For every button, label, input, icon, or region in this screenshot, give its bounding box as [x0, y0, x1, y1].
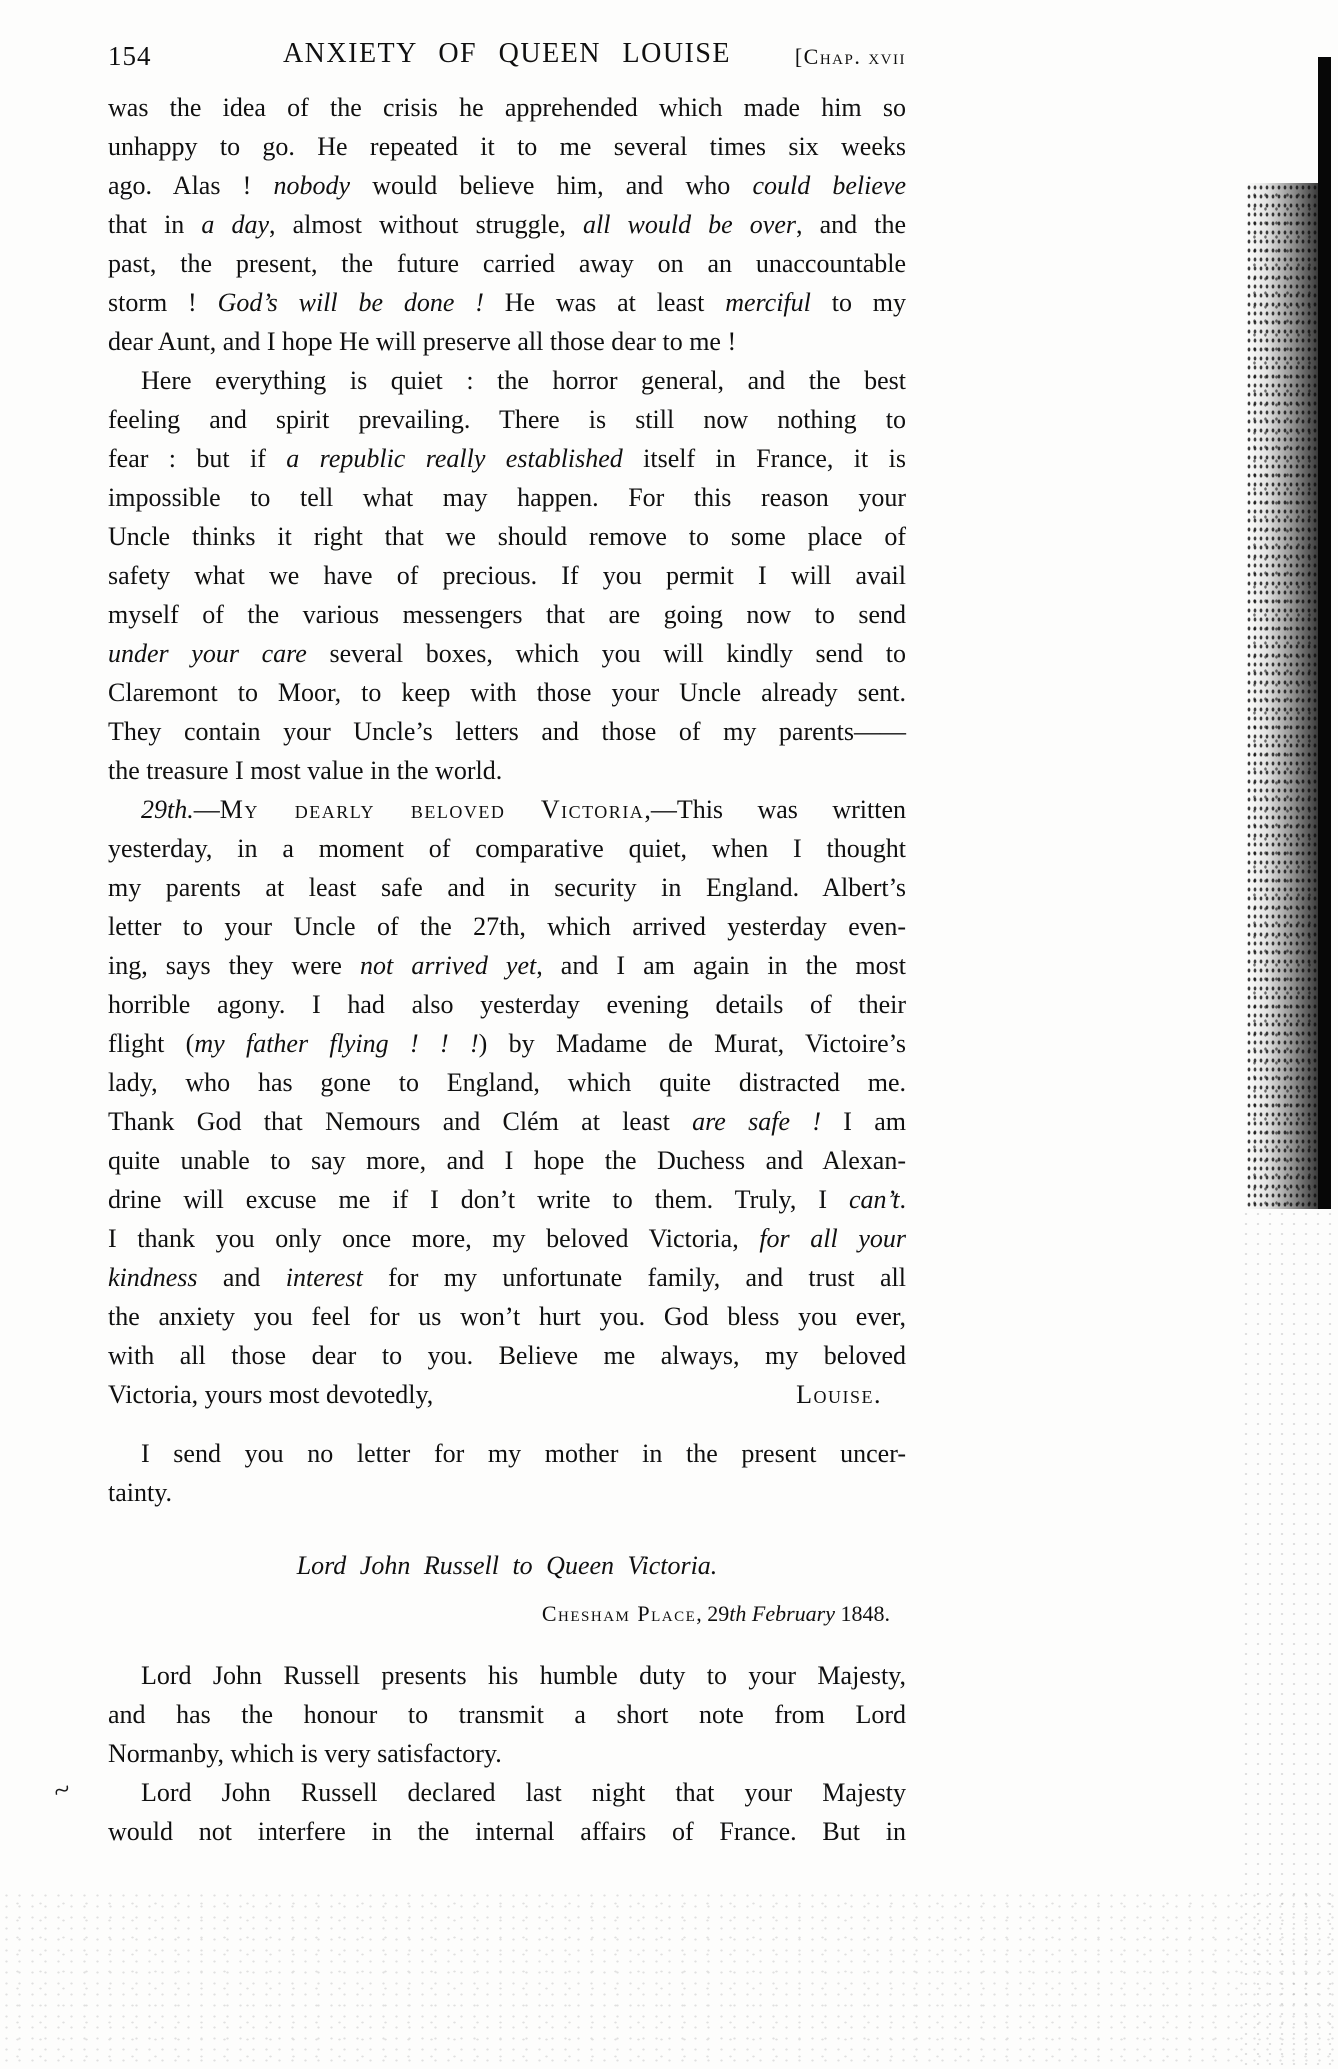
text-line: would not interfere in the internal affairs of France. But in: [108, 1817, 906, 1846]
text-line: flight (my father flying ! ! !) by Madame de Murat, Victoire’s: [108, 1029, 906, 1058]
text-line: yesterday, in a moment of comparative quiet, when I thought: [108, 834, 906, 863]
paragraph: [108, 88, 906, 361]
text-line: storm ! God’s will be done ! He was at least merciful to my: [108, 288, 907, 317]
binding-gutter-shadow: [1246, 183, 1318, 1209]
text-block: [108, 88, 906, 1851]
text-line: lady, who has gone to England, which quite distracted me.: [108, 1068, 906, 1097]
signature: Louise.: [796, 1380, 882, 1409]
text-line: past, the present, the future carried away on an unaccountable: [108, 249, 906, 278]
paragraph: [108, 790, 906, 1414]
page-header: [108, 38, 906, 74]
paragraph: [108, 1434, 906, 1512]
text-line: safety what we have of precious. If you permit I will avail: [108, 561, 906, 590]
text-line: 29th.—My dearly beloved Victoria,—This was written: [141, 795, 906, 824]
running-title: ANXIETY OF QUEEN LOUISE: [282, 38, 732, 69]
text-line: Lord John Russell presents his humble duty to your Majesty,: [141, 1661, 906, 1690]
text-line: kindness and interest for my unfortunate family, and trust all: [108, 1263, 906, 1292]
text-line: under your care several boxes, which you will kindly send to: [108, 639, 906, 668]
text-line: Thank God that Nemours and Clém at least are safe ! I am: [108, 1107, 906, 1136]
text-line: tainty.: [108, 1478, 173, 1507]
paragraph: [108, 1656, 906, 1773]
text-line: I thank you only once more, my beloved Victoria, for all your: [108, 1224, 906, 1253]
scan-noise-bottom: [0, 1890, 1338, 2069]
text-line: horrible agony. I had also yesterday evening details of their: [108, 990, 906, 1019]
page-number: 154: [108, 41, 152, 71]
text-line: impossible to tell what may happen. For this reason your: [108, 483, 906, 512]
text-line: fear : but if a republic really established itself in France, it is: [108, 444, 906, 473]
text-line: and has the honour to transmit a short note from Lord: [108, 1700, 906, 1729]
margin-pen-mark: ~: [48, 1772, 76, 1809]
text-line: the treasure I most value in the world.: [108, 756, 503, 785]
heading: [108, 1546, 906, 1585]
text-line: Claremont to Moor, to keep with those your Uncle already sent.: [108, 678, 906, 707]
chapter-label: [Chap. xvii: [794, 44, 906, 69]
text-line: that in a day, almost without struggle, all would be over, and the: [108, 210, 906, 239]
text-line: Normanby, which is very satisfactory.: [108, 1739, 502, 1768]
text-line: ago. Alas ! nobody would believe him, and who could believe: [108, 171, 906, 200]
dateline: [108, 1598, 906, 1630]
text-line: drine will excuse me if I don’t write to them. Truly, I can’t.: [108, 1185, 906, 1214]
text-line: Lord John Russell declared last night that your Majesty: [141, 1778, 906, 1807]
text-line: Uncle thinks it right that we should remove to some place of: [108, 522, 906, 551]
text-line: Here everything is quiet : the horror general, and the best: [141, 366, 906, 395]
text-line: was the idea of the crisis he apprehended which made him so: [108, 93, 906, 122]
text-line: They contain your Uncle’s letters and those of my parents——: [108, 717, 906, 746]
text-line: with all those dear to you. Believe me always, my beloved: [108, 1341, 906, 1370]
text-line: Lord John Russell to Queen Victoria.: [296, 1551, 718, 1580]
text-line: I send you no letter for my mother in the present uncer-: [141, 1439, 906, 1468]
binding-edge-line: [1318, 57, 1331, 1209]
text-line: quite unable to say more, and I hope the Duchess and Alexan-: [108, 1146, 906, 1175]
text-line: my parents at least safe and in security in England. Albert’s: [108, 873, 906, 902]
text-line: the anxiety you feel for us won’t hurt you. God bless you ever,: [108, 1302, 906, 1331]
text-line: feeling and spirit prevailing. There is still now nothing to: [108, 405, 906, 434]
paragraph: [108, 1773, 906, 1851]
text-line: letter to your Uncle of the 27th, which arrived yesterday even-: [108, 912, 906, 941]
text-line: dear Aunt, and I hope He will preserve all those dear to me !: [108, 327, 737, 356]
text-line: unhappy to go. He repeated it to me several times six weeks: [108, 132, 906, 161]
text-line: Victoria, yours most devotedly, Louise.: [108, 1375, 906, 1414]
text-line: Chesham Place, 29th February 1848.: [541, 1601, 890, 1626]
paragraph: [108, 361, 906, 790]
text-line: myself of the various messengers that are going now to send: [108, 600, 906, 629]
text-line: ing, says they were not arrived yet, and I am again in the most: [108, 951, 906, 980]
